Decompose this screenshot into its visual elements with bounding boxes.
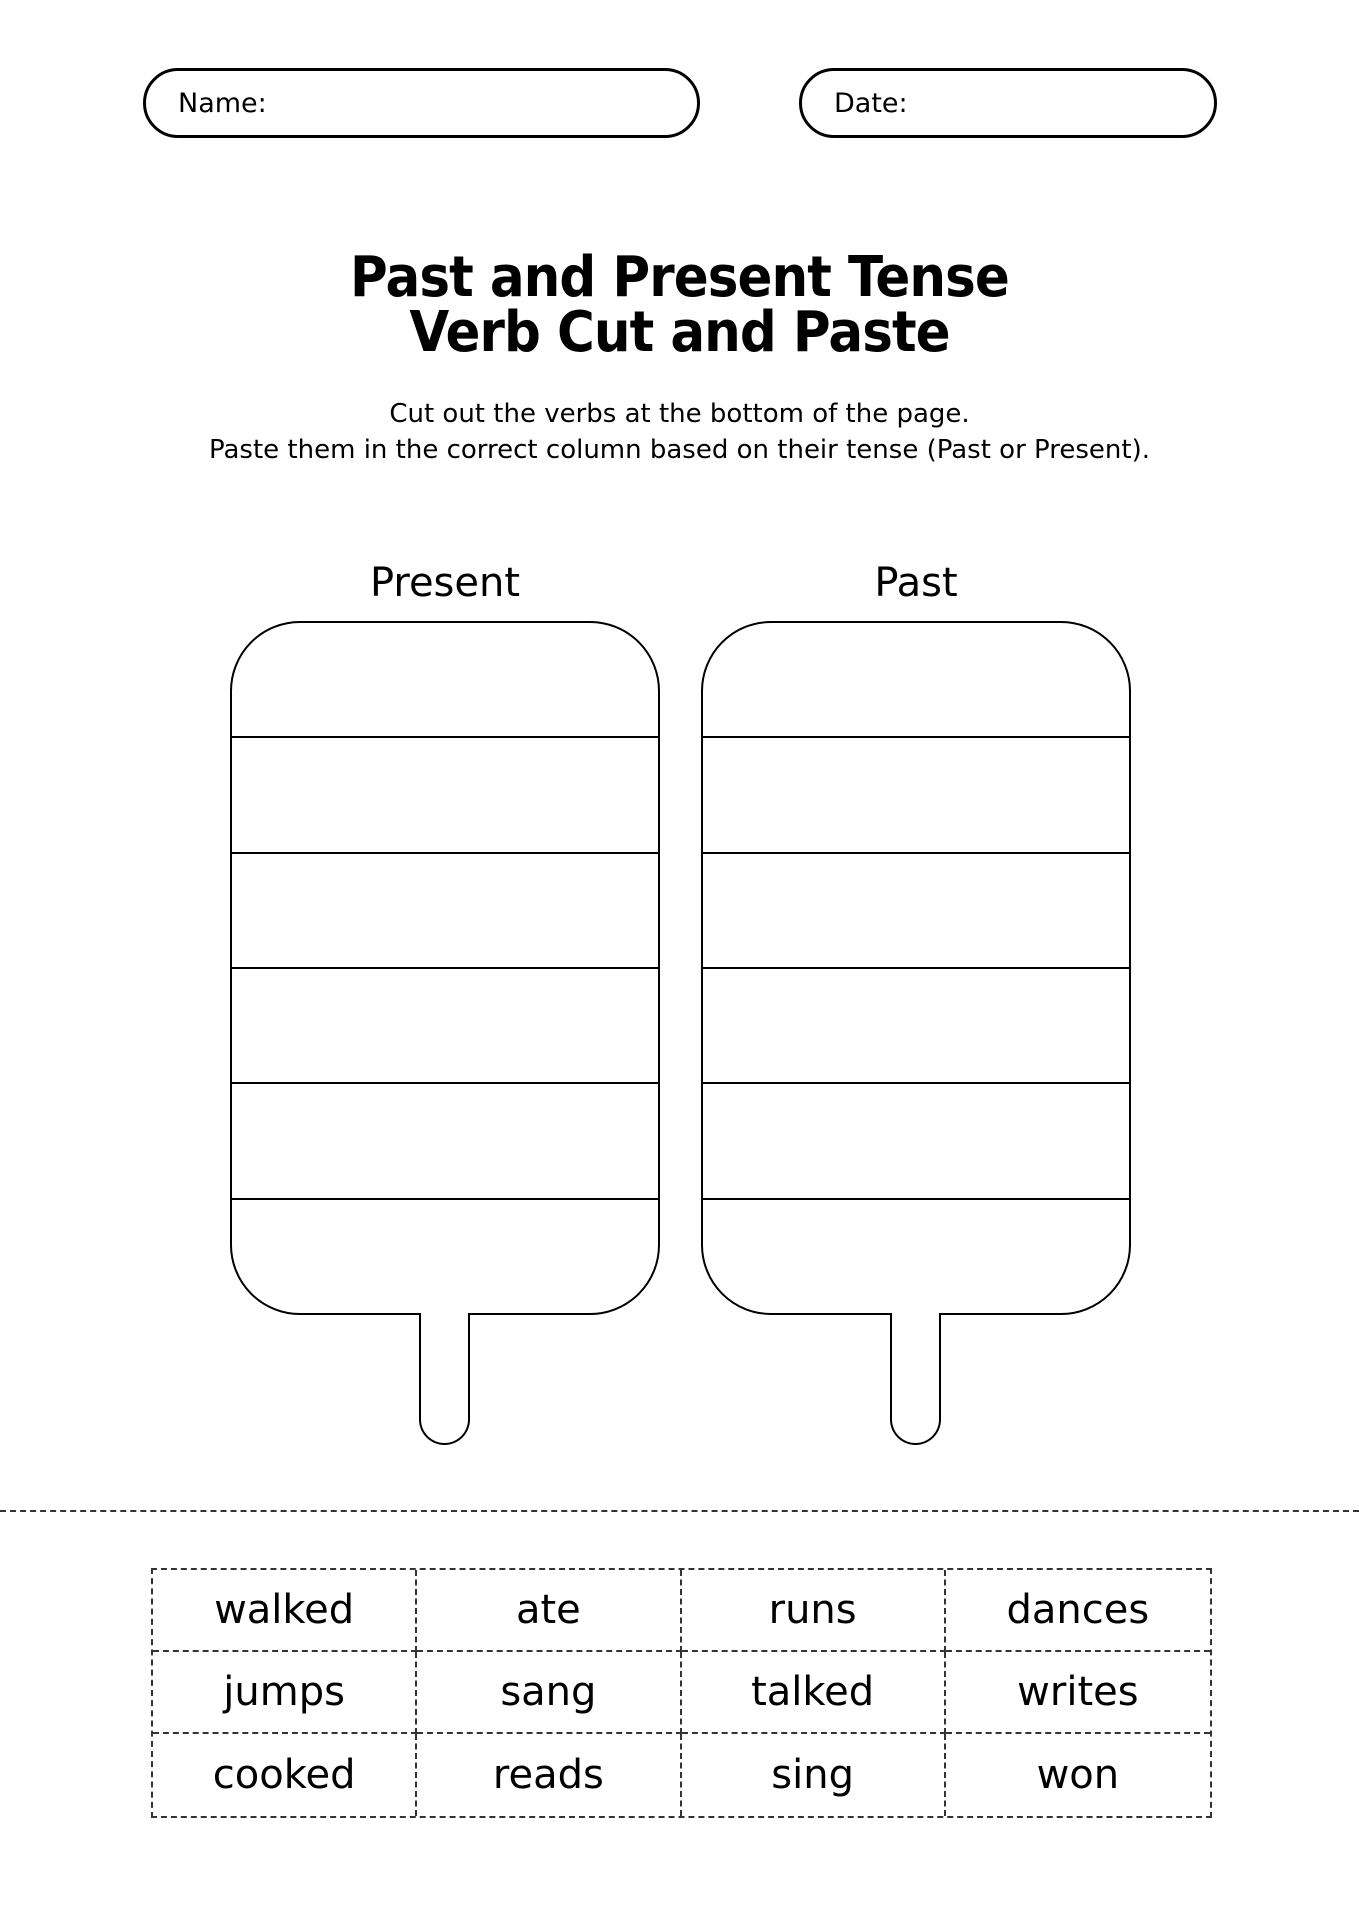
past-paste-slot[interactable] <box>703 854 1129 969</box>
page-title-line-1: Past and Present Tense <box>350 245 1009 310</box>
present-paste-slot[interactable] <box>232 1200 658 1313</box>
present-paste-slot[interactable] <box>232 738 658 853</box>
name-field[interactable] <box>143 68 700 138</box>
present-column-label: Present <box>369 560 521 606</box>
word-card[interactable]: walked <box>153 1570 417 1652</box>
word-card[interactable]: cooked <box>153 1734 417 1816</box>
word-card[interactable]: writes <box>946 1652 1210 1734</box>
page-title-line-2: Verb Cut and Paste <box>409 300 950 365</box>
instruction-line-1: Cut out the verbs at the bottom of the page. <box>389 399 970 429</box>
instruction-line-2: Paste them in the correct column based on their tense (Past or Present). <box>208 435 1150 465</box>
past-popsicle <box>701 621 1131 1315</box>
word-card[interactable]: talked <box>682 1652 946 1734</box>
past-paste-slot[interactable] <box>703 738 1129 853</box>
cut-line-divider <box>0 1510 1359 1512</box>
past-paste-slot[interactable] <box>703 1200 1129 1313</box>
name-label: Name: <box>178 87 267 119</box>
present-paste-slot[interactable] <box>232 623 658 738</box>
present-popsicle-stick <box>419 1313 470 1445</box>
word-card[interactable]: ate <box>417 1570 681 1652</box>
present-paste-slot[interactable] <box>232 969 658 1084</box>
word-card[interactable]: reads <box>417 1734 681 1816</box>
word-card[interactable]: runs <box>682 1570 946 1652</box>
past-paste-slot[interactable] <box>703 969 1129 1084</box>
past-paste-slot[interactable] <box>703 1084 1129 1199</box>
word-card[interactable]: sang <box>417 1652 681 1734</box>
date-label: Date: <box>834 87 908 119</box>
word-card[interactable]: sing <box>682 1734 946 1816</box>
present-popsicle <box>230 621 660 1315</box>
past-paste-slot[interactable] <box>703 623 1129 738</box>
date-field[interactable] <box>799 68 1217 138</box>
present-paste-slot[interactable] <box>232 1084 658 1199</box>
present-paste-slot[interactable] <box>232 854 658 969</box>
word-card[interactable]: won <box>1036 1752 1120 1798</box>
past-column-label: Past <box>874 560 958 606</box>
word-card[interactable]: jumps <box>153 1652 417 1734</box>
word-card[interactable]: dances <box>946 1570 1210 1652</box>
past-popsicle-stick <box>890 1313 941 1445</box>
word-card-grid <box>151 1568 1212 1818</box>
